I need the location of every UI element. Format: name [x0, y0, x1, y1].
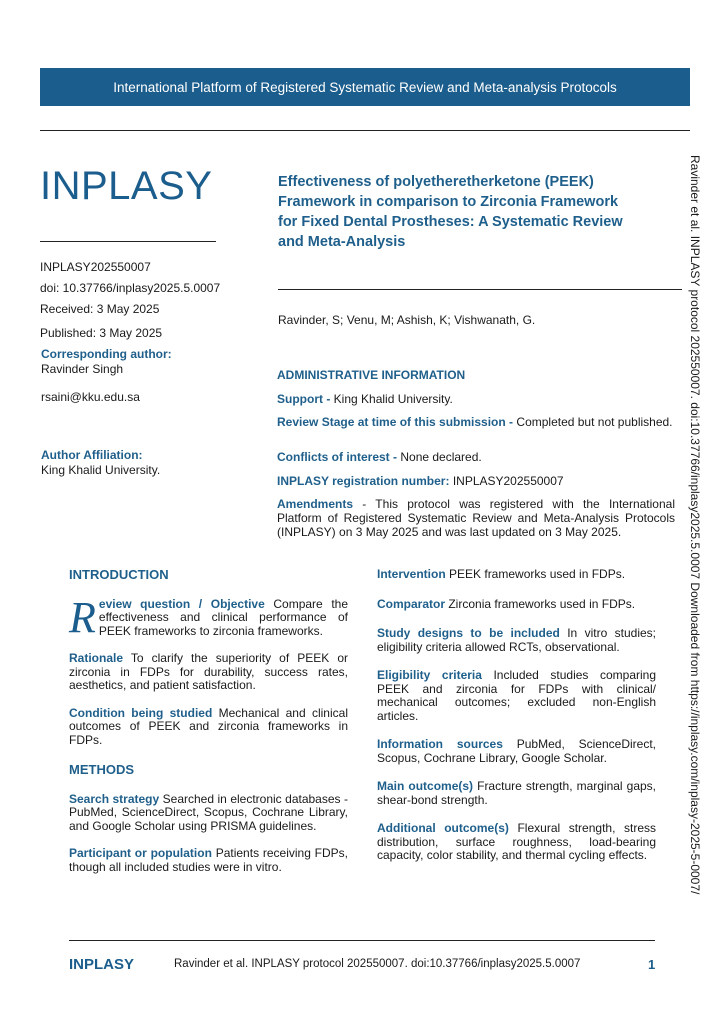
support-label: Support -	[277, 392, 331, 406]
review-question-value: Compare the effectiveness and clinical performance of PEEK frameworks to zirconia frameworks.	[98, 596, 349, 638]
protocol-id: INPLASY202550007	[40, 260, 151, 274]
eligibility-label: Eligibility criteria	[377, 668, 482, 682]
admin-support	[277, 392, 675, 406]
intervention	[377, 568, 656, 582]
review-question-label: eview question / Objective	[98, 596, 265, 611]
doi: doi: 10.37766/inplasy2025.5.0007	[40, 281, 221, 295]
review-question	[69, 592, 349, 642]
condition-value: Mechanical and clinical outcomes of PEEK and zirconia frameworks in FDPs.	[69, 705, 348, 747]
admin-registration	[277, 474, 675, 488]
admin-stage	[277, 415, 675, 429]
author-affiliation	[41, 448, 160, 478]
eligibility-value: Included studies comparing PEEK and zirconia for FDPs with clinical/ mechanical outcomes; excluded non-English articles.	[377, 668, 656, 723]
top-divider	[40, 130, 690, 131]
additional-outcomes	[377, 822, 656, 863]
introduction-heading: INTRODUCTION	[69, 567, 169, 582]
main-label: Main outcome(s)	[377, 779, 474, 793]
comparator	[377, 598, 656, 612]
title-line: Framework in comparison to Zirconia Framework	[278, 194, 619, 210]
footer-logo: INPLASY	[69, 956, 135, 973]
additional-value: Flexural strength, stress distribution, surface roughness, load-bearing capacity, color stability, and thermal cycling effects.	[377, 821, 656, 862]
intervention-value: PEEK frameworks used in FDPs.	[445, 567, 626, 581]
amendments-label: Amendments	[277, 497, 354, 511]
registration-value: INPLASY202550007	[449, 474, 564, 488]
designs-label: Study designs to be included	[377, 626, 560, 640]
title-line: and Meta-Analysis	[278, 234, 406, 250]
corresponding-label: Corresponding author:	[41, 347, 172, 361]
comparator-label: Comparator	[377, 596, 446, 611]
additional-label: Additional outcome(s)	[377, 821, 509, 835]
journal-logo: INPLASY	[40, 164, 213, 208]
corresponding-name: Ravinder Singh	[41, 362, 124, 376]
rationale-value: To clarify the superiority of PEEK or zirconia in FDPs for durability, success rates, aesthetics, and patient satisfaction.	[69, 651, 348, 692]
sources-value: PubMed, ScienceDirect, Scopus, Cochrane Library, Google Scholar.	[377, 737, 657, 765]
intervention-label: Intervention	[377, 567, 446, 581]
admin-conflicts	[277, 450, 675, 464]
rationale-label: Rationale	[69, 651, 124, 665]
title-line: for Fixed Dental Prostheses: A Systematic Review	[278, 214, 623, 230]
participant-label: Participant or population	[69, 846, 212, 860]
search-value: Searched in electronic databases - PubMed, ScienceDirect, Scopus, Cochrane Library, and Google Scholar using PRISMA guidelines.	[69, 791, 348, 833]
eligibility	[377, 669, 656, 723]
footer-divider	[69, 940, 655, 941]
title-divider	[278, 289, 682, 290]
corresponding-author	[41, 347, 172, 405]
study-designs	[377, 627, 656, 654]
search-label: Search strategy	[69, 791, 160, 806]
header-banner: International Platform of Registered Systematic Review and Meta-analysis Protocols	[40, 68, 690, 106]
admin-heading	[277, 368, 675, 382]
footer-citation: Ravinder et al. INPLASY protocol 202550007. doi:10.37766/inplasy2025.5.0007	[174, 958, 581, 970]
comparator-value: Zirconia frameworks used in FDPs.	[445, 596, 636, 611]
conflicts-label: Conflicts of interest -	[277, 450, 398, 464]
main-value: Fracture strength, marginal gaps, shear-bond strength.	[377, 779, 656, 807]
affiliation-label: Author Affiliation:	[41, 448, 143, 462]
right-column	[377, 568, 656, 863]
sources-label: Information sources	[377, 737, 503, 751]
condition	[69, 707, 348, 748]
page-number: 1	[648, 957, 656, 972]
paper-title	[278, 172, 668, 252]
registration-label: INPLASY registration number:	[277, 474, 450, 488]
stage-label: Review Stage at time of this submission -	[277, 415, 514, 429]
participant	[69, 847, 348, 874]
stage-value: Completed but not published.	[513, 415, 673, 429]
published-date: Published: 3 May 2025	[40, 326, 163, 340]
methods-heading: METHODS	[69, 762, 134, 777]
conflicts-value: None declared.	[397, 450, 482, 464]
authors: Ravinder, S; Venu, M; Ashish, K; Vishwanath, G.	[278, 313, 536, 327]
admin-heading-text: ADMINISTRATIVE INFORMATION	[277, 368, 466, 382]
affiliation-value: King Khalid University.	[41, 463, 161, 477]
main-outcomes	[377, 780, 656, 807]
condition-label: Condition being studied	[69, 705, 213, 720]
received-date: Received: 3 May 2025	[40, 302, 160, 316]
search-strategy	[69, 793, 348, 834]
admin-amendments	[277, 497, 675, 539]
amendments-value: - This protocol was registered with the International Platform of Registered Systematic Review and Meta-Analysis Protocols (INPLASY) on 3 May 2025 and was last updated on 3 May 2025.	[277, 497, 675, 539]
title-line: Effectiveness of polyetheretherketone (PEEK)	[278, 174, 594, 190]
participant-value: Patients receiving FDPs, though all included studies were in vitro.	[69, 846, 348, 874]
logo-divider	[40, 241, 216, 242]
designs-value: In vitro studies; eligibility criteria allowed RCTs, observational.	[377, 626, 656, 654]
corresponding-email[interactable]: rsaini@kku.edu.sa	[41, 390, 140, 404]
dropcap-letter: R	[69, 592, 96, 642]
information-sources	[377, 738, 656, 765]
vertical-citation: Ravinder et al. INPLASY protocol 202550007. doi:10.37766/inplasy2025.5.0007 Downloaded from https://inplasy.com/inplasy-2025-5-0007/	[688, 155, 702, 895]
left-column	[69, 568, 348, 874]
support-value: King Khalid University.	[330, 392, 453, 406]
rationale	[69, 652, 348, 693]
